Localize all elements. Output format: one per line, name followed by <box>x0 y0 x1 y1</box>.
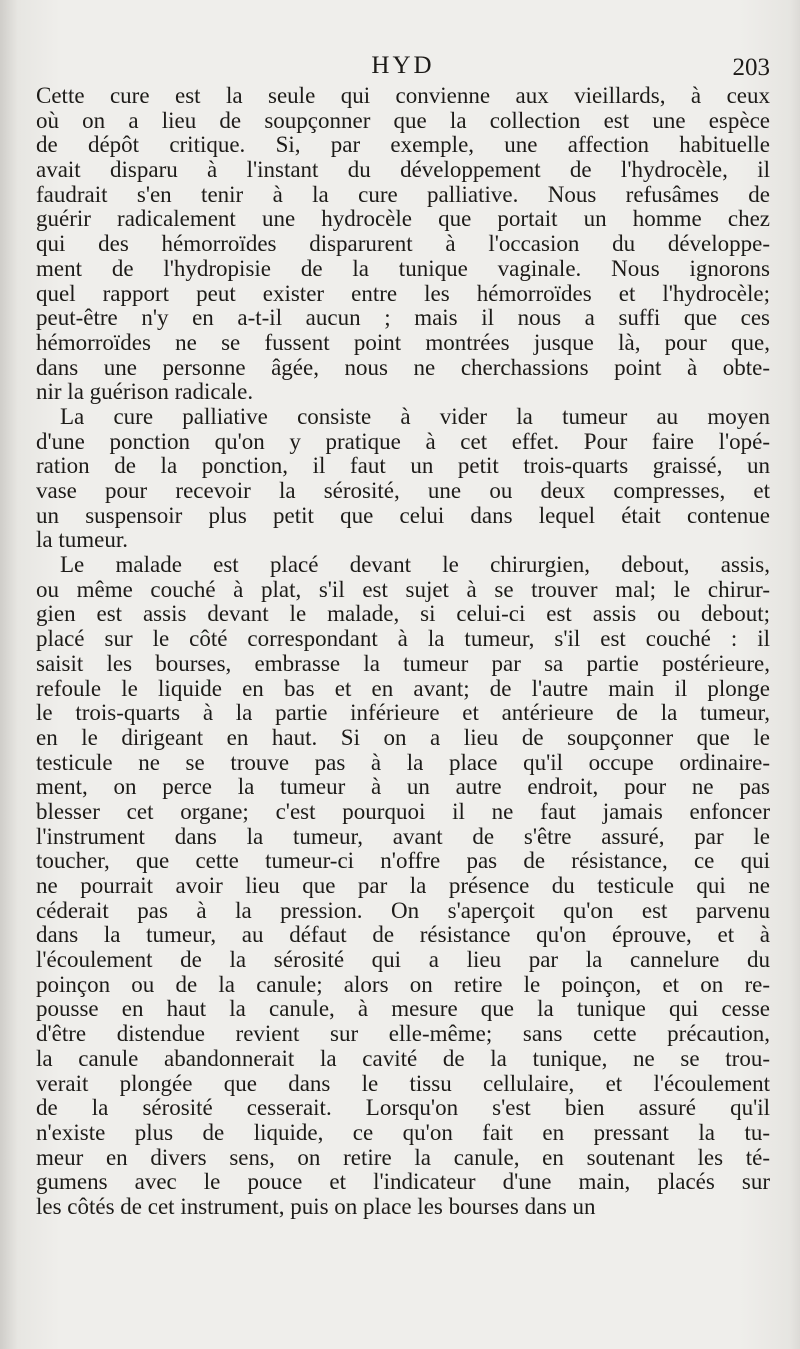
text-line: refoule le liquide en bas et en avant; de l'autre main il plonge <box>36 676 770 701</box>
text-line: l'instrument dans la tumeur, avant de s'être assuré, par le <box>36 824 770 849</box>
text-line: qui des hémorroïdes disparurent à l'occasion du développe- <box>36 232 770 257</box>
paragraph <box>36 405 770 553</box>
running-head-title: HYD <box>371 52 435 79</box>
text-line: blesser cet organe; c'est pourquoi il ne faut jamais enfoncer <box>36 799 770 824</box>
text-line: la tumeur. <box>36 528 128 553</box>
text-line: avait disparu à l'instant du développement de l'hydrocèle, il <box>36 158 770 183</box>
text-line: ou même couché à plat, s'il est sujet à se trouver mal; le chirur- <box>36 577 770 602</box>
text-line: ration de la ponction, il faut un petit trois-quarts graissé, un <box>36 454 770 479</box>
text-line: d'une ponction qu'on y pratique à cet effet. Pour faire l'opé- <box>36 429 770 454</box>
text-line: ment, on perce la tumeur à un autre endroit, pour ne pas <box>36 775 770 800</box>
text-line: Cette cure est la seule qui convienne aux vieillards, à ceux <box>36 84 770 108</box>
text-line: dans une personne âgée, nous ne cherchassions point à obte- <box>36 355 770 380</box>
text-line: testicule ne se trouve pas à la place qu'il occupe ordinaire- <box>36 750 770 775</box>
text-line: les côtés de cet instrument, puis on place les bourses dans un <box>36 1194 596 1219</box>
text-line: nir la guérison radicale. <box>36 380 254 405</box>
show-through-bleed <box>30 1230 770 1270</box>
text-line: pousse en haut la canule, à mesure que la tunique qui cesse <box>36 997 770 1022</box>
text-line: de la sérosité cesserait. Lorsqu'on s'est bien assuré qu'il <box>36 1096 770 1121</box>
text-line: ment de l'hydropisie de la tunique vaginale. Nous ignorons <box>36 256 770 281</box>
body-text <box>36 84 770 1220</box>
text-line: de dépôt critique. Si, par exemple, une affection habituelle <box>36 133 770 158</box>
text-line: ne pourrait avoir lieu que par la présence du testicule qui ne <box>36 874 770 898</box>
text-line: guérir radicalement une hydrocèle que portait un homme chez <box>36 207 770 232</box>
text-line: hémorroïdes ne se fussent point montrées jusque là, pour que, <box>36 330 770 355</box>
text-line: quel rapport peut exister entre les hémorroïdes et l'hydrocèle; <box>36 281 770 306</box>
text-line: n'existe plus de liquide, ce qu'on fait en pressant la tu- <box>36 1120 770 1145</box>
text-line: saisit les bourses, embrasse la tumeur par sa partie postérieure, <box>36 651 770 676</box>
text-line: gumens avec le pouce et l'indicateur d'une main, placés sur <box>36 1170 770 1195</box>
text-line: peut-être n'y en a-t-il aucun ; mais il nous a suffi que ces <box>36 306 770 331</box>
text-line: faudrait s'en tenir à la cure palliative. Nous refusâmes de <box>36 182 770 207</box>
text-line: en le dirigeant en haut. Si on a lieu de soupçonner que le <box>36 725 770 750</box>
text-line: l'écoulement de la sérosité qui a lieu par la cannelure du <box>36 948 770 973</box>
text-line: poinçon ou de la canule; alors on retire le poinçon, et on re- <box>36 972 770 997</box>
text-line: dans la tumeur, au défaut de résistance qu'on éprouve, et à <box>36 923 770 948</box>
text-line: vase pour recevoir la sérosité, une ou deux compresses, et <box>36 479 770 503</box>
text-line: La cure palliative consiste à vider la tumeur au moyen <box>60 404 770 429</box>
page-number: 203 <box>732 54 770 81</box>
text-line: la canule abandonnerait la cavité de la tunique, ne se trou- <box>36 1046 770 1071</box>
text-line: placé sur le côté correspondant à la tumeur, s'il est couché : il <box>36 627 770 652</box>
text-line: gien est assis devant le malade, si celui-ci est assis ou debout; <box>36 602 770 627</box>
paragraph <box>36 84 770 405</box>
text-line: le trois-quarts à la partie inférieure et antérieure de la tumeur, <box>36 701 770 726</box>
text-line: céderait pas à la pression. On s'aperçoit qu'on est parvenu <box>36 898 770 923</box>
text-line: Le malade est placé devant le chirurgien, debout, assis, <box>60 553 770 578</box>
text-line: meur en divers sens, on retire la canule, en soutenant les té- <box>36 1145 770 1170</box>
paragraph <box>36 553 770 1220</box>
text-line: d'être distendue revient sur elle-même; sans cette précaution, <box>36 1022 770 1047</box>
text-line: verait plongée que dans le tissu cellulaire, et l'écoulement <box>36 1071 770 1096</box>
running-head <box>36 52 770 82</box>
text-line: un suspensoir plus petit que celui dans lequel était contenue <box>36 503 770 528</box>
text-line: toucher, que cette tumeur-ci n'offre pas de résistance, ce qui <box>36 849 770 874</box>
text-line: où on a lieu de soupçonner que la collection est une espèce <box>36 108 770 133</box>
